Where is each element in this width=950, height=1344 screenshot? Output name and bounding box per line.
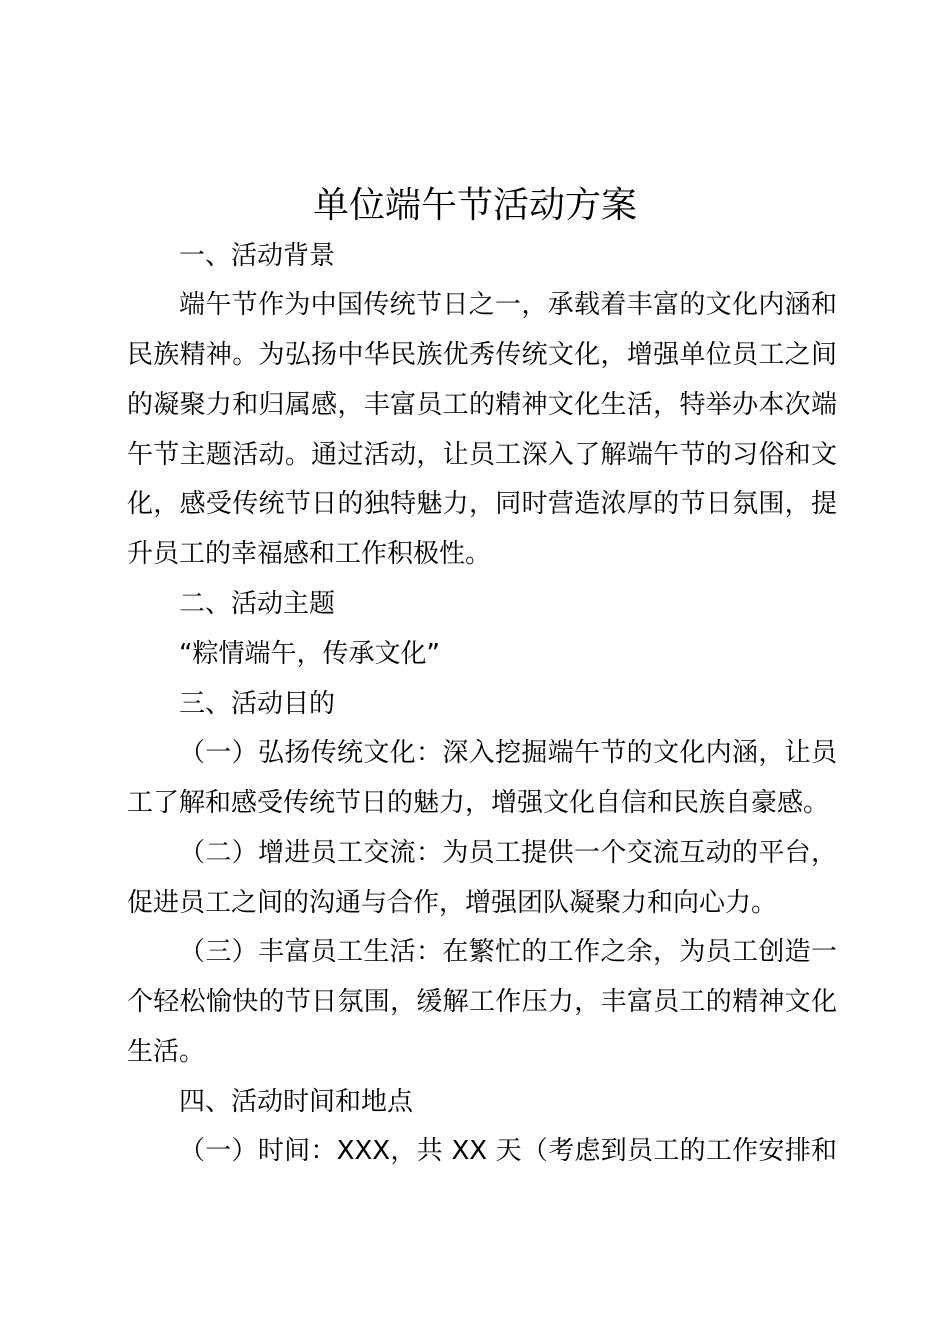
paragraph-line: 午节主题活动。通过活动，让员工深入了解端午节的习俗和文 bbox=[127, 440, 837, 470]
heading-background: 一、活动背景 bbox=[179, 241, 336, 271]
paragraph-line: 的凝聚力和归属感，丰富员工的精神文化生活，特举办本次端 bbox=[127, 390, 837, 420]
paragraph-line: 端午节作为中国传统节日之一，承载着丰富的文化内涵和 bbox=[179, 290, 837, 320]
paragraph-line: 生活。 bbox=[127, 1037, 206, 1067]
paragraph-line: 个轻松愉快的节日氛围，缓解工作压力，丰富员工的精神文化 bbox=[127, 987, 837, 1017]
paragraph-line: 化，感受传统节日的独特魅力，同时营造浓厚的节日氛围，提 bbox=[127, 489, 837, 519]
heading-theme: 二、活动主题 bbox=[179, 589, 336, 619]
heading-purpose: 三、活动目的 bbox=[179, 689, 336, 719]
paragraph-line: 升员工的幸福感和工作积极性。 bbox=[127, 539, 492, 569]
paragraph-line: （一）弘扬传统文化：深入挖掘端午节的文化内涵，让员 bbox=[179, 738, 837, 768]
paragraph-line: （一）时间：XXX，共 XX 天（考虑到员工的工作安排和 bbox=[179, 1136, 837, 1166]
paragraph-line: （二）增进员工交流：为员工提供一个交流互动的平台， bbox=[179, 838, 837, 868]
theme-slogan: “粽情端午，传承文化” bbox=[179, 639, 440, 669]
paragraph-line: 工了解和感受传统节日的魅力，增强文化自信和民族自豪感。 bbox=[127, 788, 830, 818]
document-title: 单位端午节活动方案 bbox=[312, 185, 637, 226]
paragraph-line: （三）丰富员工生活：在繁忙的工作之余，为员工创造一 bbox=[179, 937, 837, 967]
paragraph-line: 民族精神。为弘扬中华民族优秀传统文化，增强单位员工之间 bbox=[127, 340, 837, 370]
heading-time-place: 四、活动时间和地点 bbox=[179, 1087, 414, 1117]
paragraph-line: 促进员工之间的沟通与合作，增强团队凝聚力和向心力。 bbox=[127, 888, 778, 918]
